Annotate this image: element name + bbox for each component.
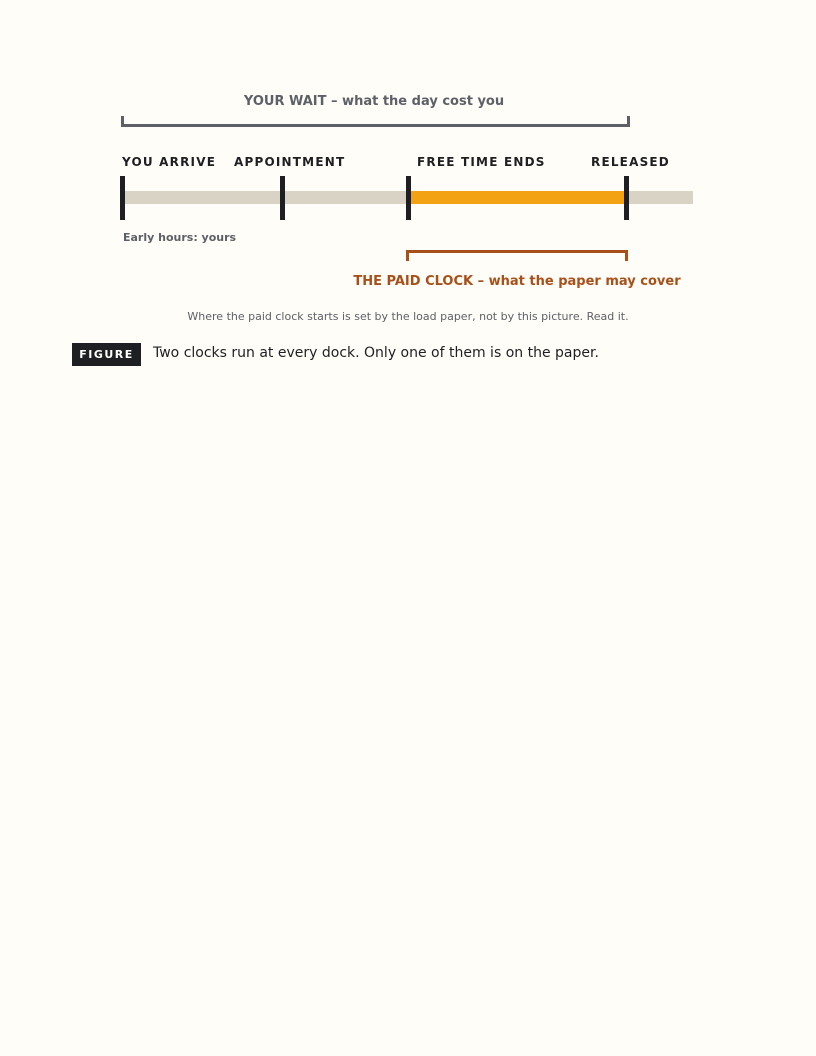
diagram-note: Where the paid clock starts is set by the load paper, not by this picture. Read it. [187, 310, 629, 323]
marker-label-you-arrive: YOU ARRIVE [122, 155, 217, 169]
your-wait-bracket [121, 116, 630, 127]
tick-you-arrive [120, 176, 125, 220]
early-hours-label: Early hours: yours [123, 231, 237, 244]
paid-clock-bracket [406, 250, 628, 261]
tick-released [624, 176, 629, 220]
timeline-diagram [0, 0, 816, 340]
marker-label-released: RELEASED [591, 155, 670, 169]
figure-caption: Two clocks run at every dock. Only one of them is on the paper. [153, 345, 599, 361]
paid-clock-label: THE PAID CLOCK – what the paper may cover [353, 274, 681, 289]
marker-label-free-time-ends: FREE TIME ENDS [417, 155, 546, 169]
marker-label-appointment: APPOINTMENT [234, 155, 346, 169]
your-wait-label: YOUR WAIT – what the day cost you [243, 94, 505, 109]
tick-appointment [280, 176, 285, 220]
tick-free-time-ends [406, 176, 411, 220]
paid-clock-segment [408, 191, 626, 204]
figure-tag: FIGURE [72, 343, 141, 366]
